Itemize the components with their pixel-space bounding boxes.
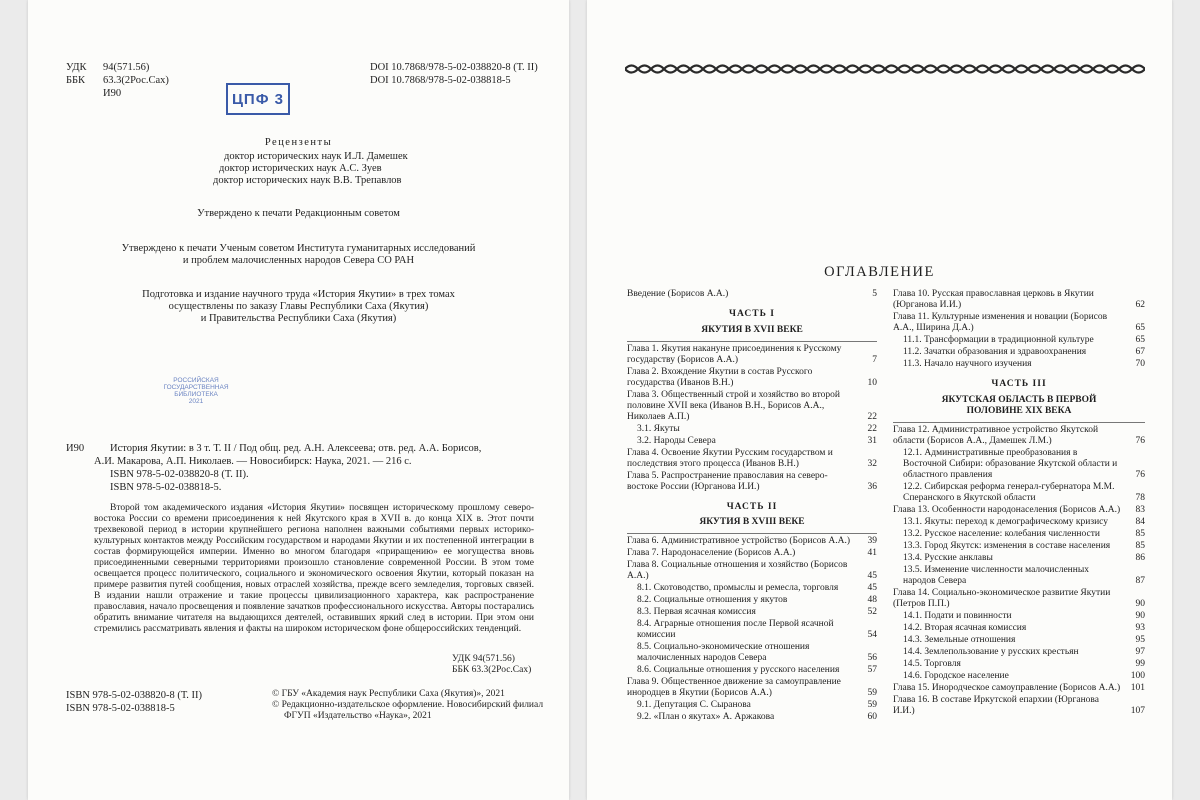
toc-entry-title: 8.3. Первая ясачная комиссия [637,607,756,617]
toc-entry-title: 13.1. Якуты: переход к демографическому кризису [903,516,1109,527]
toc-section-entry[interactable] [637,424,877,435]
toc-chapter-entry[interactable] [627,448,877,470]
udk-value: 94(571.56) [103,62,150,73]
toc-part-heading [893,379,1145,418]
toc-entry-page: 31 [867,435,877,446]
toc-entry-title: Глава 10. Русская православная церковь в Якутии (Юрганова И.И.) [893,289,1094,310]
toc-entry-page: 67 [1135,347,1145,357]
toc-section-entry[interactable] [903,659,1145,670]
copyright-line-2: © Редакционно-издательское оформление. Новосибирский филиал [272,700,544,710]
toc-entry-title: 11.3. Начало научного изучения [903,359,1032,369]
toc-entry-page: 57 [867,665,877,675]
toc-chapter-entry[interactable] [893,505,1145,516]
toc-entry-page: 45 [867,571,877,581]
toc-section-entry[interactable] [903,635,1145,646]
toc-chapter-entry[interactable] [893,312,1145,334]
toc-part-heading [627,502,877,529]
copyright-line-1: © ГБУ «Академия наук Республики Саха (Якутия)», 2021 [272,689,505,699]
toc-entry-title: 14.5. Торговля [903,658,961,669]
toc-section-entry[interactable] [637,712,877,723]
toc-entry-title: Глава 11. Культурные изменения и новации (Борисов А.А., Ширина Д.А.) [893,312,1108,333]
toc-entry-title: 8.5. Социально-экономические отношения малочисленных народов Севера [637,642,810,663]
toc-entry-page: 97 [1135,646,1145,657]
toc-entry-title: 14.2. Вторая ясачная комиссия [903,622,1027,633]
reviewers-heading: Рецензенты [264,137,333,148]
toc-entry-page: 36 [867,481,877,492]
toc-entry-page: 45 [867,583,877,593]
toc-section-entry[interactable] [903,448,1145,481]
toc-entry-title: Глава 16. В составе Иркутской епархии (Юрганова И.И.) [893,694,1100,716]
toc-entry-page: 93 [1135,622,1145,633]
udk-label: УДК [66,62,87,73]
toc-section-entry[interactable] [637,583,877,594]
toc-entry-title: Глава 4. Освоение Якутии Русским государством и последствия этого процесса (Иванов В.Н.) [627,447,833,469]
toc-entry-page: 70 [1135,359,1145,369]
toc-entry-page: 54 [867,630,877,640]
toc-section-entry[interactable] [637,642,877,664]
toc-section-entry[interactable] [637,619,877,641]
library-stamp-line-3: БИБЛИОТЕКА [174,391,218,398]
toc-chapter-entry[interactable] [627,677,877,699]
toc-chapter-entry[interactable] [627,289,877,300]
toc-entry-page: 32 [867,458,877,469]
toc-entry-title: 3.1. Якуты [637,423,680,434]
toc-entry-page: 83 [1135,504,1145,515]
toc-entry-title: Глава 6. Административное устройство (Борисов А.А.) [627,536,851,546]
toc-chapter-entry[interactable] [627,344,877,366]
toc-entry-page: 52 [867,607,877,617]
approved-council-line-2: и проблем малочисленных народов Севера СО РАН [182,255,415,266]
toc-entry-title: Глава 13. Особенности народонаселения (Борисов А.А.) [893,504,1121,515]
toc-part-heading [627,309,877,336]
toc-entry-title: 3.2. Народы Севера [637,435,716,446]
toc-entry-title: 13.3. Город Якутск: изменения в составе населения [903,540,1111,551]
udk-bottom: УДК 94(571.56) [452,654,515,664]
toc-part-number: ЧАСТЬ III [991,379,1047,389]
toc-entry-title: Глава 7. Народонаселение (Борисов А.А.) [627,548,796,558]
toc-entry-page: 56 [867,653,877,663]
toc-entry-page: 22 [867,423,877,434]
toc-entry-page: 41 [867,548,877,558]
toc-entry-title: 9.1. Депутация С. Сыранова [637,700,751,710]
toc-entry-page: 107 [1130,705,1145,716]
toc-chapter-entry[interactable] [893,683,1145,694]
toc-entry-title: Глава 14. Социально-экономическое развитие Якутии (Петров П.П.) [893,587,1111,609]
toc-entry-title: 11.2. Зачатки образования и здравоохранения [903,347,1087,357]
toc-part-subtitle: ЯКУТИЯ В XVII ВЕКЕ [701,324,803,335]
toc-entry-title: 13.2. Русское население: колебания численности [903,528,1100,539]
toc-chapter-entry[interactable] [627,536,877,547]
toc-section-entry[interactable] [903,623,1145,634]
toc-entry-page: 48 [867,595,877,605]
biblio-mark: И90 [66,443,85,454]
toc-entry-title: Глава 1. Якутия накануне присоединения к Русскому государству (Борисов А.А.) [627,343,842,365]
toc-chapter-entry[interactable] [627,367,877,389]
reviewer-3: доктор исторических наук В.В. Трепавлов [213,175,402,186]
toc-entry-page: 84 [1135,516,1145,527]
toc-entry-page: 101 [1130,682,1145,693]
approved-editorial: Утверждено к печати Редакционным советом [197,208,400,219]
toc-entry-title: 8.1. Скотоводство, промыслы и ремесла, торговля [637,583,839,593]
isbn-set: ISBN 978-5-02-038818-5 [66,703,175,714]
bbk-bottom: ББК 63.3(2Рос.Сах) [452,665,532,675]
toc-entry-page: 60 [867,712,877,722]
reviewer-2: доктор исторических наук А.С. Зуев [219,163,382,174]
toc-chapter-entry[interactable] [627,471,877,493]
toc-section-entry[interactable] [903,553,1145,564]
toc-entry-page: 90 [1135,598,1145,609]
ornament-border [625,62,1145,76]
toc-entry-title: Глава 12. Административное устройство Якутской области (Борисов А.А., Дамешек Л.М.) [893,424,1099,446]
toc-entry-title: 9.2. «План о якутах» А. Аржакова [637,712,775,722]
preparation-line-2: осуществлены по заказу Главы Республики Саха (Якутия) [168,301,429,312]
toc-entry-page: 90 [1135,610,1145,621]
toc-section-entry[interactable] [903,565,1145,587]
biblio-isbn-2: ISBN 978-5-02-038818-5. [110,482,222,493]
toc-part-number: ЧАСТЬ I [729,309,775,319]
toc-section-entry[interactable] [903,647,1145,658]
toc-entry-title: 13.4. Русские анклавы [903,552,993,563]
toc-chapter-entry[interactable] [893,588,1145,610]
preparation-line-1: Подготовка и издание научного труда «История Якутии» в трех томах [142,289,455,300]
toc-chapter-entry[interactable] [627,560,877,582]
toc-entry-title: 8.6. Социальные отношения у русского населения [637,665,840,675]
toc-entry-title: Глава 15. Инородческое самоуправление (Борисов А.А.) [893,682,1121,693]
toc-entry-page: 78 [1135,492,1145,503]
toc-entry-title: Глава 8. Социальные отношения и хозяйство (Борисов А.А.) [627,560,848,581]
toc-part-number: ЧАСТЬ II [726,501,778,512]
toc-entry-page: 59 [867,700,877,710]
library-stamp [154,377,238,405]
toc-part-subtitle: ЯКУТСКАЯ ОБЛАСТЬ В ПЕРВОЙ ПОЛОВИНЕ XIX ВЕКА [941,394,1097,416]
toc-section-entry[interactable] [903,541,1145,552]
toc-entry-page: 65 [1135,323,1145,333]
library-stamp-line-1: РОССИЙСКАЯ [173,377,219,384]
toc-entry-title: 12.1. Административные преобразования в Восточной Сибири: образование Якутской области и областного правления [903,447,1118,480]
annotation [94,503,534,635]
library-stamp-line-2: ГОСУДАРСТВЕННАЯ [163,384,229,391]
toc-entry-title: 14.1. Подати и повинности [903,610,1012,621]
toc-part-subtitle: ЯКУТИЯ В XVIII ВЕКЕ [699,517,805,527]
toc-section-entry[interactable] [903,347,1145,358]
approved-council-line-1: Утверждено к печати Ученым советом Института гуманитарных исследований [121,243,476,254]
toc-section-entry[interactable] [637,595,877,606]
biblio-line-2: А.И. Макарова, А.П. Николаев. — Новосибирск: Наука, 2021. — 216 с. [94,456,412,467]
toc-entry-page: 86 [1135,552,1145,563]
preparation-line-3: и Правительства Республики Саха (Якутия) [200,313,397,324]
toc-entry-title: 14.4. Землепользование у русских крестьян [903,646,1079,657]
toc-entry-title: 12.2. Сибирская реформа генерал-губернатора М.М. Сперанского в Якутской области [903,481,1115,503]
toc-section-entry[interactable] [637,700,877,711]
isbn-volume: ISBN 978-5-02-038820-8 (Т. II) [66,690,203,701]
toc-entry-page: 39 [867,536,877,546]
toc-section-entry[interactable] [903,671,1145,682]
toc-entry-page: 10 [867,377,877,388]
toc-rule [627,341,877,342]
doi-set: DOI 10.7868/978-5-02-038818-5 [370,75,511,86]
toc-section-entry[interactable] [903,359,1145,370]
toc-entry-title: Глава 3. Общественный строй и хозяйство во второй половине XVII века (Иванов В.Н., Борисов А.А., Николаев А.П.) [627,389,840,422]
toc-entry-page: 76 [1135,435,1145,446]
toc-entry-title: 14.3. Земельные отношения [903,634,1016,645]
right-page [587,0,1172,800]
toc-rule [627,533,877,534]
toc-entry-page: 100 [1130,670,1145,681]
author-mark: И90 [103,88,122,99]
toc-entry-page: 85 [1135,540,1145,551]
library-stamp-line-4: 2021 [188,398,204,405]
annotation-text: Второй том академического издания «История Якутии» посвящен историческому прошлому северо-востока России со времени присоединения к ней Якутского края в XVII в. до конца XIX в. Этот почти трехвековой период в истории крупнейшего региона наполнен важными событиями первых историко-культурных контактов между Российским государством и народами Якутии и их постепенной интеграции в состав формирующейся империи. Именно во многом благодаря «приращению» ее могущества вновь присоединенными северными территориями произошло становление современной России. В этом томе освещается процесс политического, социального и экономического освоения Якутии, который показан на примере развития путей сообщения, новых отраслей хозяйства, прежде всего земледелия, торговых связей. В издании нашли отражение и такие процессы цивилизационного характера, как распространение православия, начало просвещения и появление зачатков профессионального искусства. Авторы постарались обратить внимание читателя на выдающихся деятелей, оставивших яркий след в истории. При этом они стремились рассматривать явления и факты на широком историческом фоне общероссийских тенденций. [94,503,534,634]
toc-entry-page: 87 [1135,575,1145,586]
toc-entry-page: 62 [1135,300,1145,310]
toc-entry-title: Глава 9. Общественное движение за самоуправление инородцев в Якутии (Борисов А.А.) [627,677,841,698]
toc-entry-title: 14.6. Городское население [903,670,1009,681]
toc-section-entry[interactable] [903,611,1145,622]
toc-entry-page: 65 [1135,335,1145,345]
toc-section-entry[interactable] [637,665,877,676]
bbk-value: 63.3(2Рос.Сах) [103,75,169,86]
toc-entry-page: 5 [872,289,877,299]
toc-entry-page: 95 [1135,634,1145,645]
toc-entry-page: 85 [1135,528,1145,539]
toc-section-entry[interactable] [903,517,1145,528]
toc-chapter-entry[interactable] [627,548,877,559]
toc-section-entry[interactable] [903,335,1145,346]
toc-section-entry[interactable] [637,607,877,618]
toc-rule [893,422,1145,423]
doi-volume: DOI 10.7868/978-5-02-038820-8 (Т. II) [370,62,538,73]
toc-chapter-entry[interactable] [893,425,1145,447]
toc-entry-page: 59 [867,688,877,698]
toc-chapter-entry[interactable] [893,695,1145,717]
toc-entry-title: 8.4. Аграрные отношения после Первой ясачной комиссии [637,619,834,640]
toc-entry-title: 8.2. Социальные отношения у якутов [637,595,788,605]
left-page [28,0,569,800]
toc-entry-page: 7 [872,354,877,365]
toc-entry-title: Глава 5. Распространение православия на северо-востоке России (Юрганова И.И.) [627,470,828,492]
toc-entry-title: 11.1. Трансформации в традиционной культуре [903,335,1094,345]
toc-entry-page: 22 [867,411,877,422]
toc-title: ОГЛАВЛЕНИЕ [824,264,935,280]
toc-chapter-entry[interactable] [893,289,1145,311]
reviewer-1: доктор исторических наук И.Л. Дамешек [224,151,408,162]
toc-entry-page: 99 [1135,658,1145,669]
toc-entry-title: 13.5. Изменение численности малочисленных народов Севера [903,564,1089,586]
copyright-line-3: ФГУП «Издательство «Наука», 2021 [284,711,432,721]
bbk-label: ББК [66,75,86,86]
toc-section-entry[interactable] [903,529,1145,540]
toc-section-entry[interactable] [903,482,1145,504]
toc-entry-title: Введение (Борисов А.А.) [627,289,729,299]
biblio-line-1: История Якутии: в 3 т. Т. II / Под общ. ред. А.Н. Алексеева; отв. ред. А.А. Борисов, [110,443,482,454]
toc-section-entry[interactable] [637,436,877,447]
toc-chapter-entry[interactable] [627,390,877,423]
cpf-stamp: ЦПФ 3 [226,83,290,115]
toc-entry-title: Глава 2. Вхождение Якутии в состав Русского государства (Иванов В.Н.) [627,366,813,388]
toc-entry-page: 76 [1135,469,1145,480]
biblio-isbn-1: ISBN 978-5-02-038820-8 (Т. II). [110,469,249,480]
